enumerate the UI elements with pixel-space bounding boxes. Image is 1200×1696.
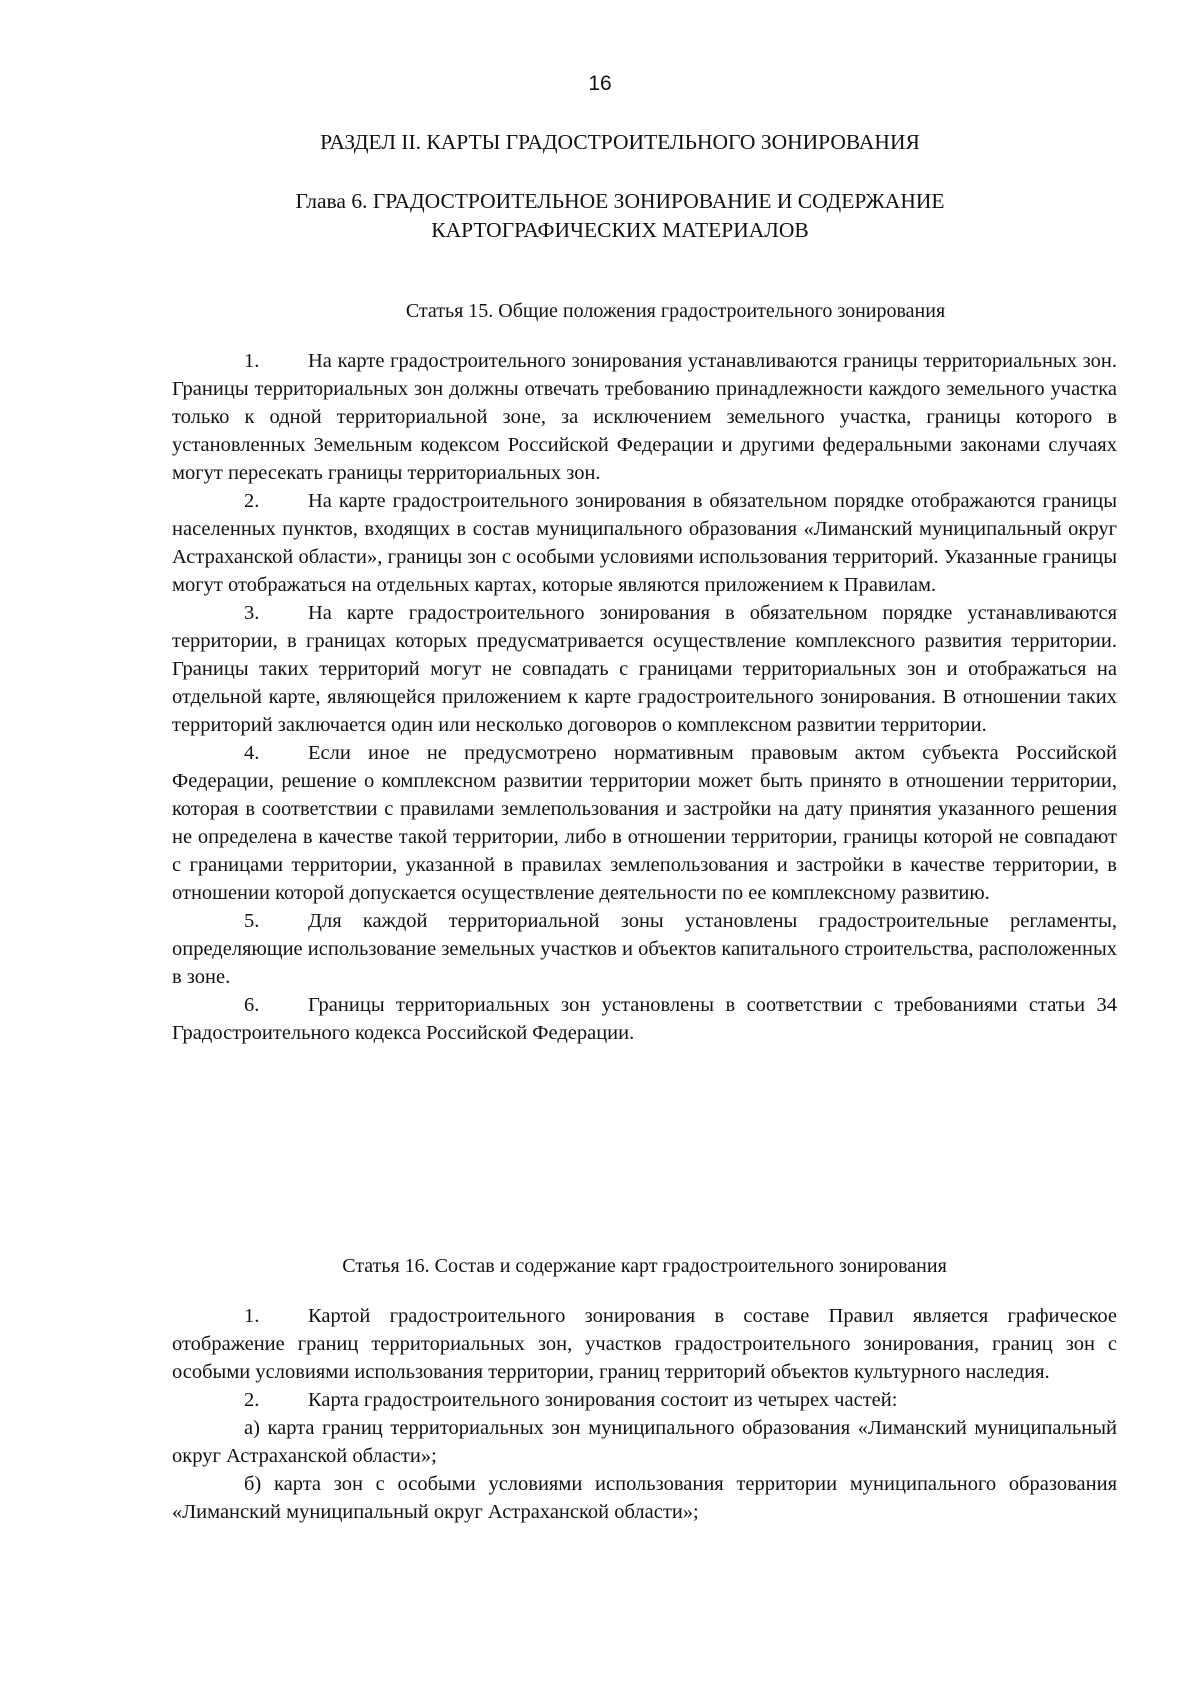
paragraph-number: 1. [244, 1305, 260, 1327]
paragraph-number: 5. [244, 910, 260, 932]
chapter-title-line1: Глава 6. ГРАДОСТРОИТЕЛЬНОЕ ЗОНИРОВАНИЕ И СОДЕРЖАНИЕ [295, 189, 945, 213]
paragraph-text: Для каждой территориальной зоны установлены градостроительные регламенты, определяющие использование земельных участков и объектов капитального строительства, расположенных в зоне. [172, 910, 1117, 988]
paragraph-text: Границы территориальных зон установлены в соответствии с требованиями статьи 34 Градостроительного кодекса Российской Федерации. [172, 994, 1117, 1044]
paragraph-text: На карте градостроительного зонирования в обязательном порядке устанавливаются территории, в границах которых предусматривается осуществление комплексного развития территории. Границы таких территорий могут не совпадать с границами территориальных зон и отображаться на отдельной карте, являющейся приложением к карте градостроительного зонирования. В отношении таких территорий заключается один или несколько договоров о комплексном развитии территории. [172, 602, 1117, 736]
paragraph-number: 4. [244, 742, 260, 764]
paragraph-number: 2. [244, 490, 260, 512]
paragraph-text: На карте градостроительного зонирования устанавливаются границы территориальных зон. Границы территориальных зон должны отвечать требованию принадлежности каждого земельного участка только к одной территориальной зоне, за исключением земельного участка, границы которого в установленных Земельным кодексом Российской Федерации и другими федеральными законами случаях могут пересекать границы территориальных зон. [172, 350, 1117, 484]
paragraph-text: Карта градостроительного зонирования состоит из четырех частей: [308, 1389, 898, 1411]
article-16 [172, 1255, 1117, 1526]
section-title: РАЗДЕЛ II. КАРТЫ ГРАДОСТРОИТЕЛЬНОГО ЗОНИРОВАНИЯ [320, 130, 920, 154]
paragraph [172, 739, 1117, 907]
subparagraph-b: б) карта зон с особыми условиями использования территории муниципального образования «Лиманский муниципальный округ Астраханской области»; [172, 1473, 1117, 1523]
article-paragraphs [172, 347, 1117, 1047]
paragraph [172, 907, 1117, 991]
paragraph-number: 2. [244, 1389, 260, 1411]
paragraph-text: На карте градостроительного зонирования в обязательном порядке отображаются границы населенных пунктов, входящих в состав муниципального образования «Лиманский муниципальный округ Астраханской области», границы зон с особыми условиями использования территорий. Указанные границы могут отображаться на отдельных картах, которые являются приложением к Правилам. [172, 490, 1117, 596]
paragraph [172, 599, 1117, 739]
paragraph-text: Картой градостроительного зонирования в составе Правил является графическое отображение границ территориальных зон, участков градостроительного зонирования, границ зон с особыми условиями использования территории, границ территорий объектов культурного наследия. [172, 1305, 1117, 1383]
article-15 [172, 300, 1117, 1047]
chapter-title-line2: КАРТОГРАФИЧЕСКИХ МАТЕРИАЛОВ [431, 218, 809, 242]
paragraph-number: 3. [244, 602, 260, 624]
article-title: Статья 15. Общие положения градостроительного зонирования [405, 300, 946, 322]
subparagraph-a: а) карта границ территориальных зон муниципального образования «Лиманский муниципальный округ Астраханской области»; [172, 1417, 1117, 1467]
paragraph [172, 1386, 1117, 1414]
article-paragraphs [172, 1302, 1117, 1526]
paragraph [172, 347, 1117, 487]
paragraph-number: 1. [244, 350, 260, 372]
article-title: Статья 16. Состав и содержание карт градостроительного зонирования [342, 1255, 947, 1277]
paragraph-text: Если иное не предусмотрено нормативным правовым актом субъекта Российской Федерации, решение о комплексном развитии территории может быть принято в отношении территории, которая в соответствии с правилами землепользования и застройки на дату принятия указанного решения не определена в качестве такой территории, либо в отношении территории, границы которой не совпадают с границами территории, указанной в правилах землепользования и застройки в качестве территории, в отношении которой допускается осуществление деятельности по ее комплексному развитию. [172, 742, 1117, 904]
chapter-title [0, 187, 1200, 245]
page-number: 16 [588, 72, 612, 95]
paragraph [172, 487, 1117, 599]
paragraph [172, 1302, 1117, 1386]
paragraph [172, 991, 1117, 1047]
paragraph-number: 6. [244, 994, 260, 1016]
